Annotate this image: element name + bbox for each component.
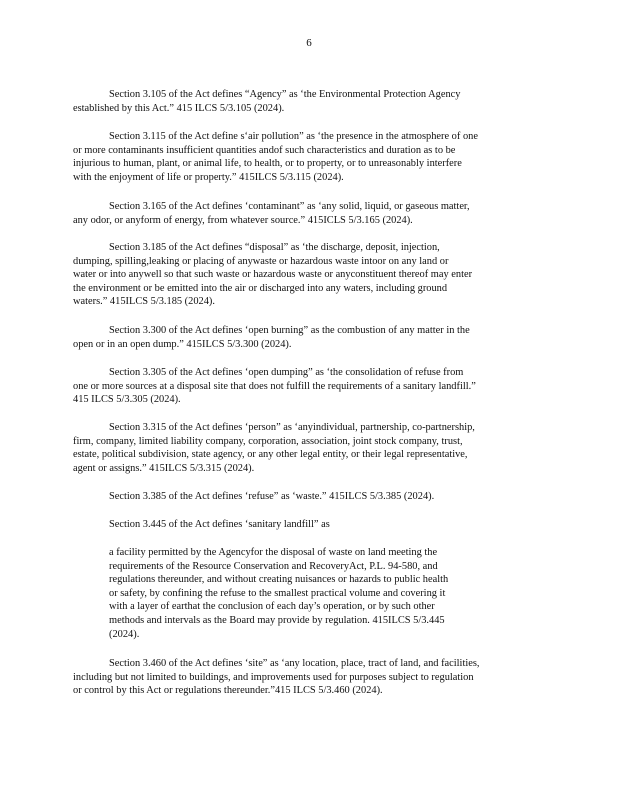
text-line: Section 3.460 of the Act defines ‘site” as ‘any location, place, tract of land, and facilities,	[109, 658, 480, 669]
text-line: agent or assigns.” 415ILCS 5/3.315 (2024).	[73, 462, 255, 474]
text-line: Section 3.165 of the Act defines ‘contaminant” as ‘any solid, liquid, or gaseous matter,	[109, 201, 470, 212]
text-line: established by this Act.” 415 ILCS 5/3.105 (2024).	[73, 102, 285, 114]
quote-line: regulations thereunder, and without creating nuisances or hazards to public health	[109, 574, 449, 586]
paragraph-open-dumping	[73, 366, 531, 407]
text-line: any odor, or anyform of energy, from whatever source.” 415ICLS 5/3.165 (2024).	[73, 214, 413, 226]
paragraph-person	[73, 421, 531, 475]
quote-line: a facility permitted by the Agencyfor the disposal of waste on land meeting the	[109, 547, 438, 558]
quote-line: or safety, by confining the refuse to the smallest practical volume and covering it	[109, 587, 446, 599]
text-line: 415 ILCS 5/3.305 (2024).	[73, 394, 181, 406]
text-line: including but not limited to buildings, and improvements used for purposes subject to regulation	[73, 671, 474, 683]
quote-line: requirements of the Resource Conservation and RecoveryAct, P.L. 94-580, and	[109, 560, 438, 572]
paragraph-disposal	[73, 241, 531, 309]
page-number: 6	[306, 37, 312, 49]
text-line: Section 3.445 of the Act defines ‘sanitary landfill” as	[109, 519, 330, 530]
text-line: Section 3.115 of the Act define s‘air pollution” as ‘the presence in the atmosphere of one	[109, 131, 478, 142]
text-line: waters.” 415ILCS 5/3.185 (2024).	[73, 296, 215, 308]
text-line: or control by this Act or regulations thereunder.”415 ILCS 5/3.460 (2024).	[73, 685, 383, 697]
text-line: Section 3.315 of the Act defines ‘person” as ‘anyindividual, partnership, co-partnership,	[109, 422, 475, 433]
text-line: dumping, spilling,leaking or placing of anywaste or hazardous waste intoor on any land or	[73, 255, 449, 267]
text-line: with the enjoyment of life or property.” 415ILCS 5/3.115 (2024).	[73, 171, 344, 183]
text-line: estate, political subdivision, state agency, or any other legal entity, or their legal representative,	[73, 449, 468, 461]
paragraph-air-pollution	[73, 130, 531, 184]
text-line: Section 3.305 of the Act defines ‘open dumping” as ‘the consolidation of refuse from	[109, 367, 464, 378]
text-line: water or into anywell so that such waste or hazardous waste or anyconstituent thereof may enter	[73, 269, 473, 281]
text-line: open or in an open dump.” 415ILCS 5/3.300 (2024).	[73, 338, 292, 350]
text-line: firm, company, limited liability company, corporation, association, joint stock company, trust,	[73, 435, 463, 447]
quote-line: (2024).	[109, 628, 140, 640]
text-line: Section 3.185 of the Act defines “disposal” as ‘the discharge, deposit, injection,	[109, 242, 440, 253]
paragraph-sanitary-landfill	[73, 518, 531, 532]
paragraph-contaminant	[73, 200, 531, 227]
paragraph-refuse	[73, 490, 531, 504]
text-line: one or more sources at a disposal site that does not fulfill the requirements of a sanitary landfill.”	[73, 380, 476, 392]
text-line: Section 3.385 of the Act defines ‘refuse” as ‘waste.” 415ILCS 5/3.385 (2024).	[109, 491, 435, 502]
paragraph-agency	[73, 88, 531, 115]
block-quote-sanitary-landfill	[109, 546, 501, 641]
text-line: or more contaminants insufficient quantities andof such characteristics and duration as to be	[73, 144, 456, 156]
paragraph-open-burning	[73, 324, 531, 351]
text-line: Section 3.105 of the Act defines “Agency” as ‘the Environmental Protection Agency	[109, 89, 461, 100]
text-line: injurious to human, plant, or animal life, to health, or to property, or to unreasonably interfere	[73, 158, 462, 170]
quote-line: methods and intervals as the Board may provide by regulation. 415ILCS 5/3.445	[109, 614, 445, 626]
paragraph-site	[73, 657, 531, 698]
text-line: Section 3.300 of the Act defines ‘open burning” as the combustion of any matter in the	[109, 325, 470, 336]
quote-line: with a layer of earthat the conclusion of each day’s operation, or by such other	[109, 601, 435, 613]
text-line: the environment or be emitted into the air or discharged into any waters, including ground	[73, 282, 448, 294]
